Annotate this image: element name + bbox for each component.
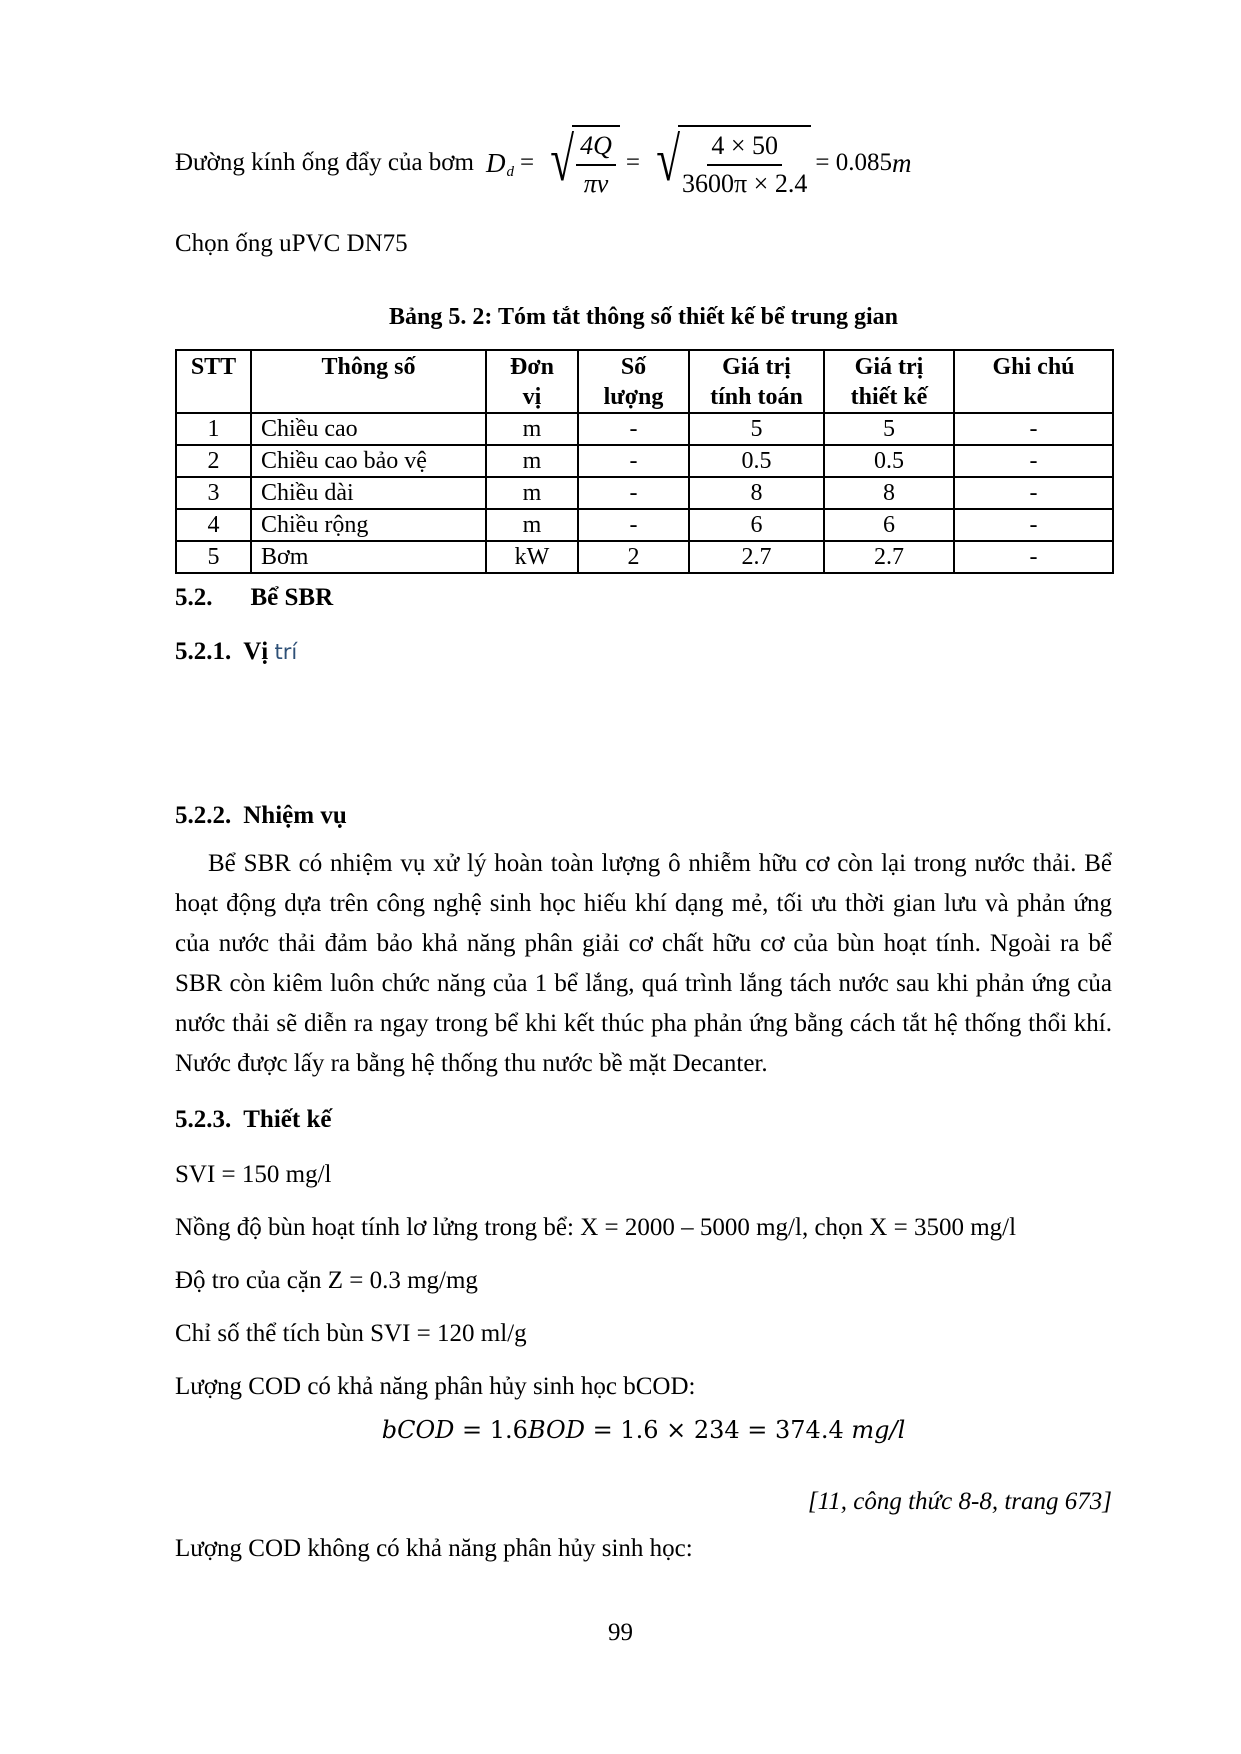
cell-calculated: 2.7 (689, 541, 824, 573)
cell-parameter: Chiều cao bảo vệ (251, 445, 486, 477)
cell-quantity: - (578, 445, 689, 477)
section-number: 5.2. (175, 584, 213, 611)
fraction-1-denominator: πv (583, 169, 609, 198)
cell-calculated: 6 (689, 509, 824, 541)
cell-quantity: 2 (578, 541, 689, 573)
formula-result: = 0.085 (815, 149, 892, 176)
section-number: 5.2.2. (175, 802, 232, 829)
radical-icon: √ (550, 126, 575, 194)
cell-note: - (954, 541, 1113, 573)
equals-sign: = (625, 149, 641, 176)
table-header-row (176, 350, 1113, 413)
bcod-equation (175, 1416, 1112, 1444)
cell-unit: m (486, 445, 578, 477)
cell-note: - (954, 445, 1113, 477)
table-row (176, 509, 1113, 541)
cell-calculated: 8 (689, 477, 824, 509)
design-line-svi-concentration: SVI = 150 mg/l (175, 1161, 332, 1188)
equation-lhs: bCOD (381, 1416, 455, 1444)
table-row (176, 445, 1113, 477)
fraction-2-numerator: 4 × 50 (707, 129, 782, 166)
formula-variable: D (485, 147, 506, 178)
section-number: 5.2.3. (175, 1106, 232, 1133)
cell-calculated: 5 (689, 413, 824, 445)
formula-subscript: d (506, 163, 514, 180)
cell-unit: kW (486, 541, 578, 573)
sqrt-expression-2 (646, 125, 811, 201)
section-heading-5-2-1 (175, 638, 297, 666)
fraction-1-numerator: 4Q (576, 129, 616, 166)
cell-stt: 3 (176, 477, 251, 509)
sqrt-expression-1 (540, 125, 620, 201)
cell-calculated: 0.5 (689, 445, 824, 477)
cell-unit: m (486, 509, 578, 541)
cell-design: 0.5 (824, 445, 954, 477)
cell-quantity: - (578, 477, 689, 509)
pipe-diameter-formula (175, 118, 911, 208)
citation: [11, công thức 8-8, trang 673] (807, 1488, 1112, 1515)
pipe-choice-text: Chọn ống uPVC DN75 (175, 230, 408, 257)
fraction-2-denominator: 3600π × 2.4 (682, 169, 808, 198)
cell-note: - (954, 509, 1113, 541)
paragraph-text: Bể SBR có nhiệm vụ xử lý hoàn toàn lượng ô nhiễm hữu cơ còn lại trong nước thải. Bể hoạt động dựa trên công nghệ sinh học hiếu khí dạng mẻ, tối ưu thời gian lưu và phản ứng của nước thải đảm bảo khả năng phân giải cơ chất hữu cơ của bùn hoạt tính. Ngoài ra bể SBR còn kiêm luôn chức năng của 1 bể lắng, quá trình lắng tách nước sau khi phản ứng của nước thải sẽ diễn ra ngay trong bể khi kết thúc pha phản ứng bằng cách tắt hệ thống thổi khí. Nước được lấy ra bằng hệ thống thu nước bề mặt Decanter. (175, 850, 1112, 1077)
section-number: 5.2.1. (175, 638, 232, 665)
table-caption: Bảng 5. 2: Tóm tắt thông số thiết kế bể trung gian (389, 304, 898, 330)
cell-stt: 4 (176, 509, 251, 541)
equation-calculation: = 1.6 × 234 = 374.4 (584, 1416, 852, 1444)
formula-result-unit: m (891, 147, 912, 178)
equation-coefficient: = 1.6 (454, 1416, 528, 1444)
cell-parameter: Bơm (251, 541, 486, 573)
section-title-suffix: trí (274, 640, 298, 664)
cell-note: - (954, 477, 1113, 509)
cell-parameter: Chiều dài (251, 477, 486, 509)
table-row (176, 541, 1113, 573)
header-unit: Đơn vị (486, 350, 578, 413)
section-title: Nhiệm vụ (243, 802, 347, 829)
equation-unit: mg/l (851, 1416, 906, 1444)
section-title: Thiết kế (243, 1106, 332, 1133)
cell-stt: 5 (176, 541, 251, 573)
section-heading-5-2 (175, 584, 333, 612)
cell-stt: 1 (176, 413, 251, 445)
header-parameter: Thông số (251, 350, 486, 413)
header-quantity: Số lượng (578, 350, 689, 413)
cell-quantity: - (578, 509, 689, 541)
spec-table (175, 349, 1114, 574)
cell-stt: 2 (176, 445, 251, 477)
task-paragraph (175, 844, 1112, 1084)
header-note: Ghi chú (954, 350, 1113, 413)
cell-design: 5 (824, 413, 954, 445)
design-line-bcod-intro: Lượng COD có khả năng phân hủy sinh học bCOD: (175, 1373, 696, 1400)
fraction-1 (572, 125, 620, 201)
section-title: Bể SBR (250, 584, 334, 611)
radical-icon: √ (656, 126, 681, 194)
design-line-sludge-concentration: Nồng độ bùn hoạt tính lơ lửng trong bể: X = 2000 – 5000 mg/l, chọn X = 3500 mg/l (175, 1214, 1017, 1241)
cell-design: 2.7 (824, 541, 954, 573)
table-row (176, 413, 1113, 445)
cell-design: 6 (824, 509, 954, 541)
design-line-ash-content: Độ tro của cặn Z = 0.3 mg/mg (175, 1267, 478, 1294)
header-design-value: Giá trị thiết kế (824, 350, 954, 413)
cell-note: - (954, 413, 1113, 445)
design-line-svi-index: Chỉ số thể tích bùn SVI = 120 ml/g (175, 1320, 527, 1347)
header-stt: STT (176, 350, 251, 413)
cell-parameter: Chiều rộng (251, 509, 486, 541)
section-heading-5-2-2 (175, 802, 347, 830)
cell-quantity: - (578, 413, 689, 445)
cell-parameter: Chiều cao (251, 413, 486, 445)
page-number: 99 (608, 1619, 633, 1646)
table-row (176, 477, 1113, 509)
cell-unit: m (486, 413, 578, 445)
section-title: Vị (243, 638, 269, 665)
nonbiodegradable-cod-line: Lượng COD không có khả năng phân hủy sinh học: (175, 1535, 693, 1562)
section-heading-5-2-3 (175, 1106, 331, 1134)
equals-sign: = (519, 149, 535, 176)
formula-label: Đường kính ống đẩy của bơm (175, 149, 474, 176)
header-calculated-value: Giá trị tính toán (689, 350, 824, 413)
fraction-2 (678, 125, 811, 201)
cell-design: 8 (824, 477, 954, 509)
cell-unit: m (486, 477, 578, 509)
equation-bod: BOD (527, 1416, 585, 1444)
